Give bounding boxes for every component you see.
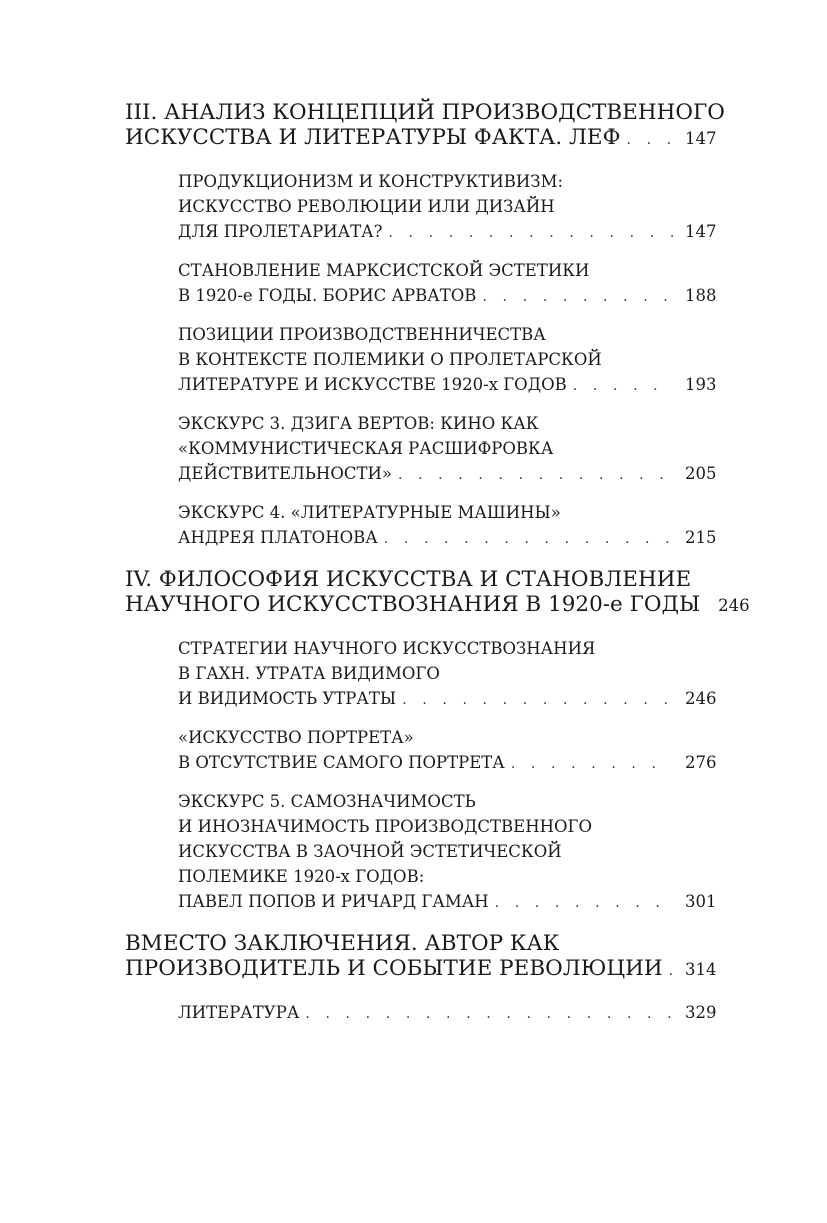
dot-leader	[402, 688, 673, 713]
toc-entry-title-line: ПАВЕЛ ПОПОВ И РИЧАРД ГАМАН	[178, 892, 489, 911]
toc-entry-title-line: НАУЧНОГО ИСКУССТВОЗНАНИЯ В 1920-е ГОДЫ	[125, 592, 701, 617]
toc-page-number: 193	[685, 375, 717, 394]
table-of-contents	[125, 100, 750, 1039]
toc-page-number: 215	[685, 528, 717, 547]
toc-entry-title-line: В ОТСУТСТВИЕ САМОГО ПОРТРЕТА	[178, 753, 505, 772]
toc-entry-title-line: «КОММУНИСТИЧЕСКАЯ РАСШИФРОВКА	[178, 439, 554, 458]
toc-entry-title-line: И ИНОЗНАЧИМОСТЬ ПРОИЗВОДСТВЕННОГО	[178, 817, 592, 836]
toc-entry-title-line: «ИСКУССТВО ПОРТРЕТА»	[178, 728, 414, 747]
dot-leader	[495, 891, 673, 916]
toc-page-number: 188	[685, 286, 717, 305]
toc-entry-title-line: III. АНАЛИЗ КОНЦЕПЦИЙ ПРОИЗВОДСТВЕННОГО	[125, 100, 725, 125]
toc-entry-title-line: ДЕЙСТВИТЕЛЬНОСТИ»	[178, 464, 392, 483]
toc-page-number: 276	[685, 753, 717, 772]
toc-entry-title-line: ЭКСКУРС 4. «ЛИТЕРАТУРНЫЕ МАШИНЫ»	[178, 503, 561, 522]
dot-leader	[669, 959, 673, 984]
toc-chapter-conclusion[interactable]	[125, 931, 715, 984]
toc-entry-title-line: ПОЗИЦИИ ПРОИЗВОДСТВЕННИЧЕСТВА	[178, 325, 546, 344]
toc-entry-title-line: ИСКУССТВА И ЛИТЕРАТУРЫ ФАКТА. ЛЕФ	[125, 125, 621, 150]
toc-entry-title-line: ЭКСКУРС 5. САМОЗНАЧИМОСТЬ	[178, 792, 476, 811]
toc-entry-title-line: ИСКУССТВО РЕВОЛЮЦИИ ИЛИ ДИЗАЙН	[178, 197, 555, 216]
toc-page-number: 246	[685, 689, 717, 708]
toc-page-number: 205	[685, 464, 717, 483]
toc-section-excursus-5[interactable]	[125, 789, 715, 916]
toc-entry-title-line: IV. ФИЛОСОФИЯ ИСКУССТВА И СТАНОВЛЕНИЕ	[125, 567, 692, 592]
toc-entry-title-line: ИСКУССТВА В ЗАОЧНОЙ ЭСТЕТИЧЕСКОЙ	[178, 842, 562, 861]
toc-entry-title-line: ДЛЯ ПРОЛЕТАРИАТА?	[178, 222, 383, 241]
toc-entry-title-line: ЭКСКУРС 3. ДЗИГА ВЕРТОВ: КИНО КАК	[178, 414, 539, 433]
toc-chapter-4[interactable]	[125, 567, 750, 620]
dot-leader	[384, 527, 673, 552]
toc-entry-title-line: И ВИДИМОСТЬ УТРАТЫ	[178, 689, 397, 708]
toc-entry-title-line: В ГАХН. УТРАТА ВИДИМОГО	[178, 664, 440, 683]
toc-section-excursus-4[interactable]	[125, 500, 715, 552]
toc-page-number: 329	[685, 1003, 717, 1022]
toc-entry-title-line: ЛИТЕРАТУРЕ И ИСКУССТВЕ 1920-х ГОДОВ	[178, 375, 567, 394]
toc-entry-title-line: ПРОДУКЦИОНИЗМ И КОНСТРУКТИВИЗМ:	[178, 172, 564, 191]
toc-page-number: 314	[685, 960, 717, 979]
toc-entry-title-line: СТАНОВЛЕНИЕ МАРКСИСТСКОЙ ЭСТЕТИКИ	[178, 261, 590, 280]
toc-entry-title-line: В КОНТЕКСТЕ ПОЛЕМИКИ О ПРОЛЕТАРСКОЙ	[178, 350, 602, 369]
toc-entry-title-line: В 1920-е ГОДЫ. БОРИС АРВАТОВ	[178, 286, 477, 305]
toc-page-number: 301	[685, 892, 717, 911]
dot-leader	[482, 285, 673, 310]
toc-section-excursus-3[interactable]	[125, 411, 715, 488]
dot-leader	[511, 752, 673, 777]
toc-entry-title-line: ПОЛЕМИКЕ 1920-х ГОДОВ:	[178, 867, 425, 886]
toc-entry-title-line: АНДРЕЯ ПЛАТОНОВА	[178, 528, 378, 547]
toc-section-portrait-art[interactable]	[125, 725, 715, 777]
dot-leader	[626, 128, 673, 153]
toc-section-marxist-aesthetics[interactable]	[125, 258, 715, 310]
toc-entry-title-line: ВМЕСТО ЗАКЛЮЧЕНИЯ. АВТОР КАК	[125, 931, 560, 956]
dot-leader	[388, 221, 673, 246]
toc-page-number: 246	[718, 596, 750, 615]
toc-section-bibliography[interactable]	[125, 1000, 715, 1027]
toc-section-productionism[interactable]	[125, 169, 715, 246]
dot-leader	[398, 463, 673, 488]
toc-entry-title-line: ЛИТЕРАТУРА	[178, 1003, 300, 1022]
toc-page-number: 147	[685, 129, 717, 148]
toc-entry-title-line: СТРАТЕГИИ НАУЧНОГО ИСКУССТВОЗНАНИЯ	[178, 639, 596, 658]
toc-section-gakhn-strategies[interactable]	[125, 636, 715, 713]
toc-entry-title-line: ПРОИЗВОДИТЕЛЬ И СОБЫТИЕ РЕВОЛЮЦИИ	[125, 956, 663, 981]
toc-section-production-positions[interactable]	[125, 322, 715, 399]
toc-chapter-3[interactable]	[125, 100, 725, 153]
dot-leader	[305, 1002, 673, 1027]
dot-leader	[573, 374, 673, 399]
toc-page-number: 147	[685, 222, 717, 241]
